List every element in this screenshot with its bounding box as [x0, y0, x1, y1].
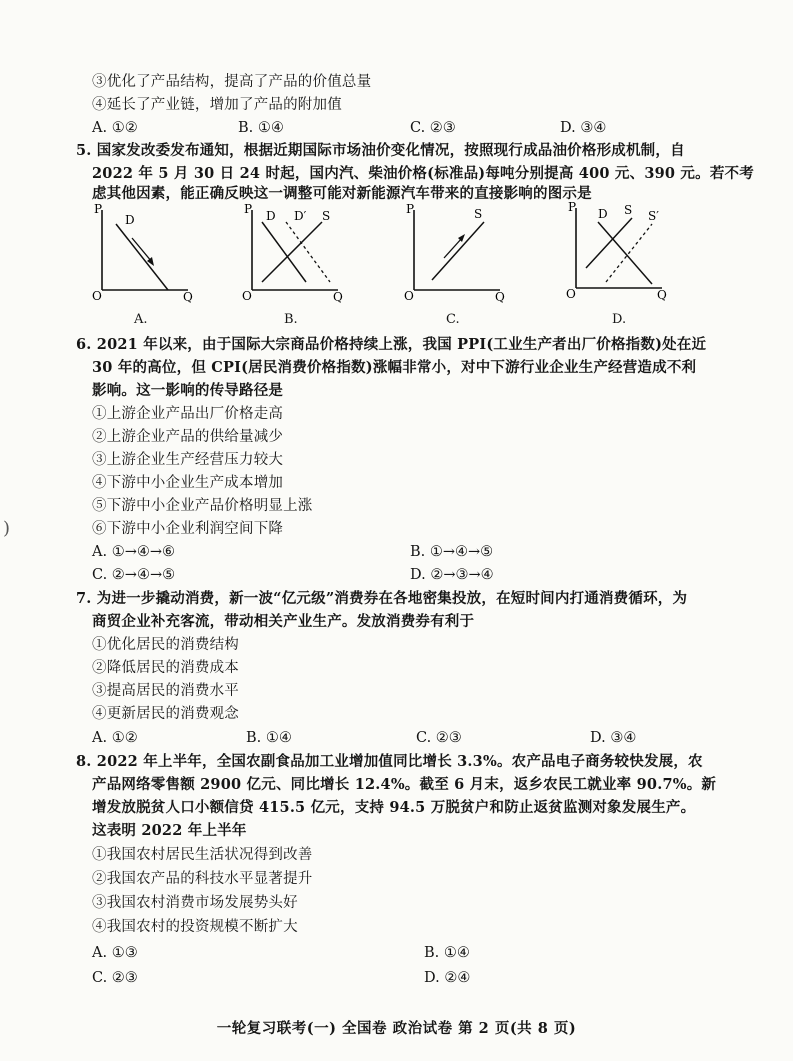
q6-item-5: ⑤下游中小企业产品价格明显上涨	[92, 498, 313, 514]
q8-option-a: A. ①③	[92, 945, 138, 961]
q8-stem-line-2: 产品网络零售额 2900 亿元、同比增长 12.4%。截至 6 月末，返乡农民工就业率 90.7%。新	[92, 776, 717, 793]
q8-stem-line-4: 这表明 2022 年上半年	[92, 822, 247, 839]
graph-c-origin-label: O	[404, 289, 414, 303]
q8-item-4: ④我国农村的投资规模不断扩大	[92, 919, 298, 935]
graph-b-d-label: D	[266, 209, 276, 223]
q5-stem-line-1: 5. 国家发改委发布通知，根据近期国际市场油价变化情况，按照现行成品油价格形成机制，自	[76, 142, 685, 159]
graph-d-new-supply-line	[606, 224, 652, 282]
graph-d-p-label: P	[568, 200, 577, 214]
q4-option-b: B. ①④	[238, 120, 284, 136]
q5-graph-d	[566, 202, 676, 302]
q5-graph-d-caption: D.	[612, 312, 627, 327]
q7-item-2: ②降低居民的消费成本	[92, 660, 239, 676]
q8-stem-line-1: 8. 2022 年上半年，全国农副食品加工业增加值同比增长 3.3%。农产品电子商务较快发展，农	[76, 753, 703, 770]
graph-b-q-label: Q	[333, 290, 343, 304]
q4-option-d: D. ③④	[560, 120, 607, 136]
q5-graph-a-caption: A.	[134, 312, 148, 327]
graph-c-supply-line	[432, 222, 484, 280]
q8-option-b: B. ①④	[424, 945, 470, 961]
q8-item-1: ①我国农村居民生活状况得到改善	[92, 847, 313, 863]
q8-option-c: C. ②③	[92, 970, 138, 986]
graph-d-origin-label: O	[566, 287, 576, 301]
q4-option-c: C. ②③	[410, 120, 456, 136]
graph-d-demand-line	[598, 222, 652, 284]
q7-item-4: ④更新居民的消费观念	[92, 706, 239, 722]
graph-d-svg	[566, 202, 676, 302]
page-footer: 一轮复习联考(一) 全国卷 政治试卷 第 2 页(共 8 页)	[216, 1020, 577, 1037]
graph-c-p-label: P	[406, 202, 415, 216]
graph-c-s-label: S	[474, 207, 483, 221]
q6-option-b: B. ①→④→⑤	[410, 544, 494, 560]
q7-stem-line-2: 商贸企业补充客流，带动相关产业生产。发放消费券有利于	[92, 613, 475, 630]
q6-item-6: ⑥下游中小企业利润空间下降	[92, 521, 284, 537]
graph-c-arrow-line	[444, 238, 462, 258]
q5-graph-a	[92, 204, 202, 304]
q7-item-3: ③提高居民的消费水平	[92, 683, 239, 699]
q7-option-a: A. ①②	[92, 730, 138, 746]
q7-stem-line-1: 7. 为进一步撬动消费，新一波“亿元级”消费券在各地密集投放，在短时间内打通消费循环，为	[76, 590, 688, 607]
q4-option-a: A. ①②	[92, 120, 138, 136]
q7-option-c: C. ②③	[416, 730, 462, 746]
graph-a-origin-label: O	[92, 289, 102, 303]
q7-item-1: ①优化居民的消费结构	[92, 637, 239, 653]
q5-graph-c-caption: C.	[446, 312, 460, 327]
q8-stem-line-3: 增发放脱贫人口小额信贷 415.5 亿元，支持 94.5 万脱贫户和防止返贫监测对象发展生产。	[92, 799, 696, 816]
graph-b-svg	[242, 204, 352, 304]
q5-stem-line-2: 2022 年 5 月 30 日 24 时起，国内汽、柴油价格(标准品)每吨分别提高 400 元、390 元。若不考	[92, 165, 754, 182]
graph-b-s-label: S	[322, 209, 331, 223]
q8-option-d: D. ②④	[424, 970, 471, 986]
graph-a-d-label: D	[125, 213, 135, 227]
q6-item-4: ④下游中小企业生产成本增加	[92, 475, 284, 491]
q6-item-2: ②上游企业产品的供给量减少	[92, 429, 284, 445]
q6-item-1: ①上游企业产品出厂价格走高	[92, 406, 284, 422]
graph-d-q-label: Q	[657, 288, 667, 302]
graph-d-s-label: S	[624, 203, 633, 217]
graph-a-demand-line	[116, 224, 168, 290]
q6-stem-line-1: 6. 2021 年以来，由于国际大宗商品价格持续上涨，我国 PPI(工业生产者出厂价格指数)处在近	[76, 336, 707, 353]
q6-option-c: C. ②→④→⑤	[92, 567, 176, 583]
graph-b-supply-line	[262, 222, 322, 282]
q4-item-4: ④延长了产业链，增加了产品的附加值	[92, 97, 342, 113]
graph-b-demand-line	[262, 222, 306, 282]
q5-graph-c	[404, 204, 514, 304]
q5-graph-b-caption: B.	[284, 312, 298, 327]
q8-item-2: ②我国农产品的科技水平显著提升	[92, 871, 313, 887]
q6-stem-line-2: 30 年的高位，但 CPI(居民消费价格指数)涨幅非常小，对中下游行业企业生产经营造成不利	[92, 359, 697, 376]
graph-a-arrow-line	[132, 238, 152, 262]
graph-b-origin-label: O	[242, 289, 252, 303]
q4-item-3: ③优化了产品结构，提高了产品的价值总量	[92, 74, 372, 90]
q6-option-a: A. ①→④→⑥	[92, 544, 175, 560]
graph-d-s-prime-label: S′	[648, 209, 659, 223]
q5-graph-b	[242, 204, 352, 304]
graph-b-d-prime-label: D′	[294, 209, 307, 223]
q6-option-d: D. ②→③→④	[410, 567, 494, 583]
graph-a-q-label: Q	[183, 290, 193, 304]
graph-c-svg	[404, 204, 514, 304]
q8-item-3: ③我国农村消费市场发展势头好	[92, 895, 298, 911]
graph-b-p-label: P	[244, 202, 253, 216]
graph-c-q-label: Q	[495, 290, 505, 304]
graph-d-d-label: D	[598, 207, 608, 221]
graph-a-p-label: P	[94, 202, 103, 216]
q7-option-b: B. ①④	[246, 730, 292, 746]
q6-stem-line-3: 影响。这一影响的传导路径是	[92, 382, 284, 399]
graph-a-svg	[92, 204, 202, 304]
q5-stem-line-3: 虑其他因素，能正确反映这一调整可能对新能源汽车带来的直接影响的图示是	[92, 185, 592, 202]
q7-option-d: D. ③④	[590, 730, 637, 746]
margin-bracket-mark: )	[3, 518, 11, 539]
graph-d-supply-line	[586, 218, 632, 268]
q6-item-3: ③上游企业生产经营压力较大	[92, 452, 284, 468]
